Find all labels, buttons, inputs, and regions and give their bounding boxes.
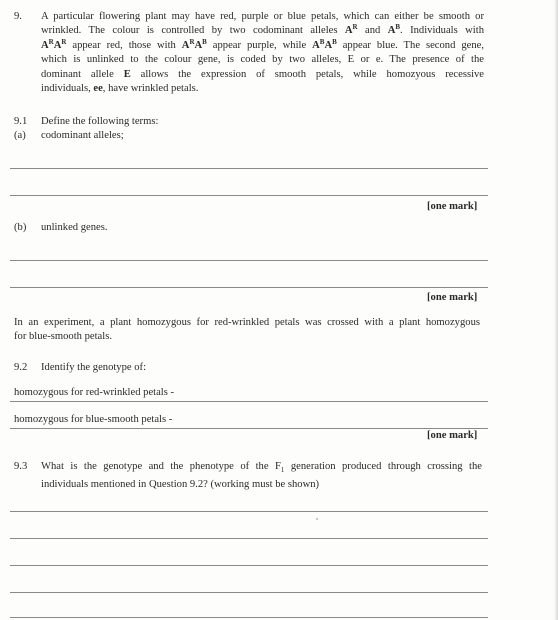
- experiment-line-1: In an experiment, a plant homozygous for red-wrinkled petals was crossed with a plant homozygous: [14, 317, 480, 328]
- intro-line-6: individuals, ee, have wrinkled petals.: [41, 83, 199, 95]
- answer-line[interactable]: [10, 592, 488, 593]
- question-intro: [41, 10, 484, 96]
- question-number: 9.: [14, 11, 22, 22]
- answer-line[interactable]: [10, 617, 488, 618]
- answer-line[interactable]: [10, 428, 488, 429]
- answer-line[interactable]: [10, 511, 488, 512]
- intro-line-3: $A^RA^R$ appear red, those with $A^RA^B$ appear purple, while $A^BA^B$ appear blue. The second gene,: [41, 37, 484, 51]
- q9-1b-text: unlinked genes.: [41, 222, 108, 233]
- q9-2-item-2: homozygous for blue-smooth petals -: [14, 414, 173, 425]
- answer-line[interactable]: [10, 401, 488, 402]
- q9-1a-text: codominant alleles;: [41, 130, 124, 141]
- q9-3-text: [41, 460, 482, 492]
- experiment-line-2: for blue-smooth petals.: [14, 331, 112, 343]
- answer-line[interactable]: [10, 168, 488, 169]
- intro-line-5: dominant allele E allows the expression of smooth petals, while homozyous recessive: [41, 68, 485, 80]
- scan-speck: [316, 518, 318, 520]
- answer-line[interactable]: [10, 195, 488, 196]
- q9-3-line-2: individuals mentioned in Question 9.2? (working must be shown): [41, 478, 320, 490]
- q9-2-number: 9.2: [14, 362, 28, 373]
- scan-edge-shadow: [554, 0, 558, 620]
- q9-2-mark: [one mark]: [427, 430, 478, 441]
- q9-1b-mark: [one mark]: [427, 292, 478, 303]
- experiment-text: [14, 316, 480, 345]
- q9-3-line-1: What is the genotype and the phenotype of the $F_1$ generation produced through crossing the: [41, 461, 482, 475]
- q9-3-number: 9.3: [14, 461, 28, 472]
- q9-1b-label: (b): [14, 222, 27, 233]
- q9-1a-mark: [one mark]: [427, 201, 478, 212]
- q9-2-prompt: Identify the genotype of:: [41, 362, 147, 373]
- intro-line-1: A particular flowering plant may have red, purple or blue petals, which can either be smooth or: [41, 11, 484, 22]
- q9-1-prompt: Define the following terms:: [41, 116, 159, 127]
- q9-1-number: 9.1: [14, 116, 28, 127]
- q9-1a-label: (a): [14, 130, 26, 141]
- answer-line[interactable]: [10, 565, 488, 566]
- answer-line[interactable]: [10, 287, 488, 288]
- intro-line-4: which is unlinked to the colour gene, is coded by two alleles, E or e. The presence of the: [41, 54, 484, 66]
- answer-line[interactable]: [10, 538, 488, 539]
- intro-line-2: wrinkled. The colour is controlled by two codominant alleles $A^R$ and $A^B$. Individuals with: [41, 23, 484, 37]
- answer-line[interactable]: [10, 260, 488, 261]
- q9-2-item-1: homozygous for red-wrinkled petals -: [14, 387, 175, 398]
